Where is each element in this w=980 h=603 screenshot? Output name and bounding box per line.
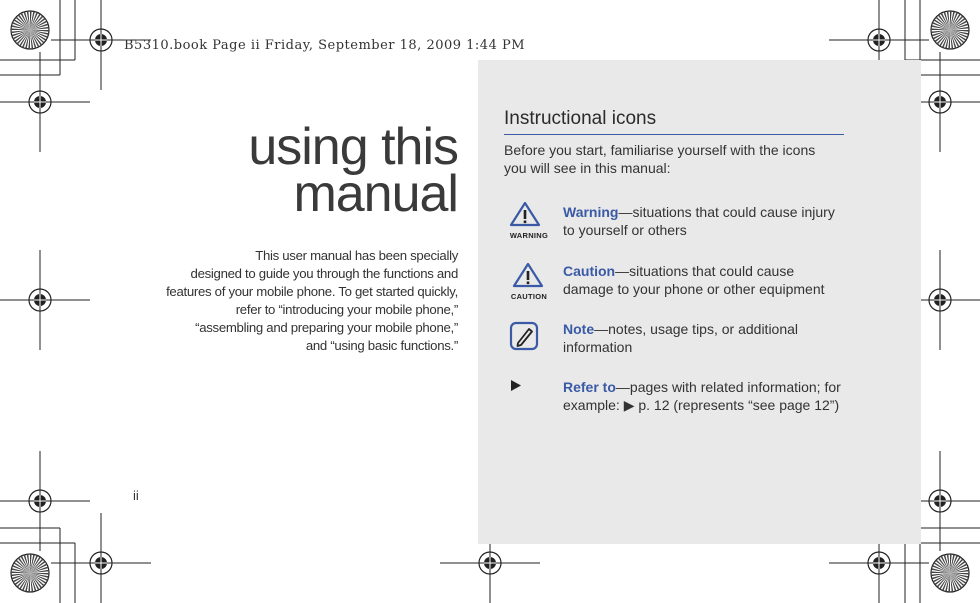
intro-line: refer to “introducing your mobile phone,”	[235, 302, 458, 317]
crosshair-mark	[0, 250, 90, 350]
intro-line: and “using basic functions.”	[305, 338, 458, 353]
caution-item	[563, 262, 848, 298]
title-line-1: using this	[248, 118, 458, 176]
note-icon	[509, 321, 539, 351]
refer-term: Refer to	[563, 379, 616, 395]
page-title	[248, 118, 458, 223]
caution-icon	[512, 262, 544, 288]
caution-text: —situations that could cause damage to your phone or other equipment	[563, 263, 825, 297]
section-title: Instructional icons	[504, 108, 657, 129]
intro-line: designed to guide you through the functions and	[190, 266, 458, 281]
caution-icon-label: CAUTION	[510, 292, 548, 301]
crosshair-mark	[0, 451, 90, 551]
caution-term: Caution	[563, 263, 616, 279]
note-term: Note	[563, 321, 595, 337]
starburst-mark	[931, 11, 969, 49]
refer-item	[563, 378, 845, 414]
warning-icon-label: WARNING	[509, 231, 549, 240]
crosshair-mark	[0, 52, 90, 152]
page-number: ii	[133, 488, 139, 503]
running-head: B5310.book Page ii Friday, September 18, 2009 1:44 PM	[124, 38, 526, 53]
intro-line: This user manual has been specially	[255, 248, 458, 263]
note-item	[563, 320, 848, 356]
section-divider	[504, 134, 844, 135]
title-line-2: manual	[293, 165, 458, 223]
warning-icon	[509, 201, 541, 227]
warning-item	[563, 203, 848, 239]
intro-line: features of your mobile phone. To get started quickly,	[166, 284, 458, 299]
refer-text: —pages with related information; for example: ▶ p. 12 (represents “see page 12”)	[563, 379, 841, 413]
intro-line: “assembling and preparing your mobile phone,”	[195, 320, 458, 335]
crosshair-mark	[51, 513, 151, 603]
section-description: Before you start, familiarise yourself with the icons you will see in this manual:	[504, 142, 816, 176]
warning-text: —situations that could cause injury to yourself or others	[563, 204, 835, 238]
note-text: —notes, usage tips, or additional information	[563, 321, 799, 355]
starburst-mark	[11, 11, 49, 49]
starburst-mark	[931, 554, 969, 592]
right-page-panel	[478, 60, 921, 544]
intro-paragraph	[128, 247, 458, 355]
warning-term: Warning	[563, 204, 619, 220]
refer-arrow-icon	[510, 379, 522, 392]
starburst-mark	[11, 554, 49, 592]
